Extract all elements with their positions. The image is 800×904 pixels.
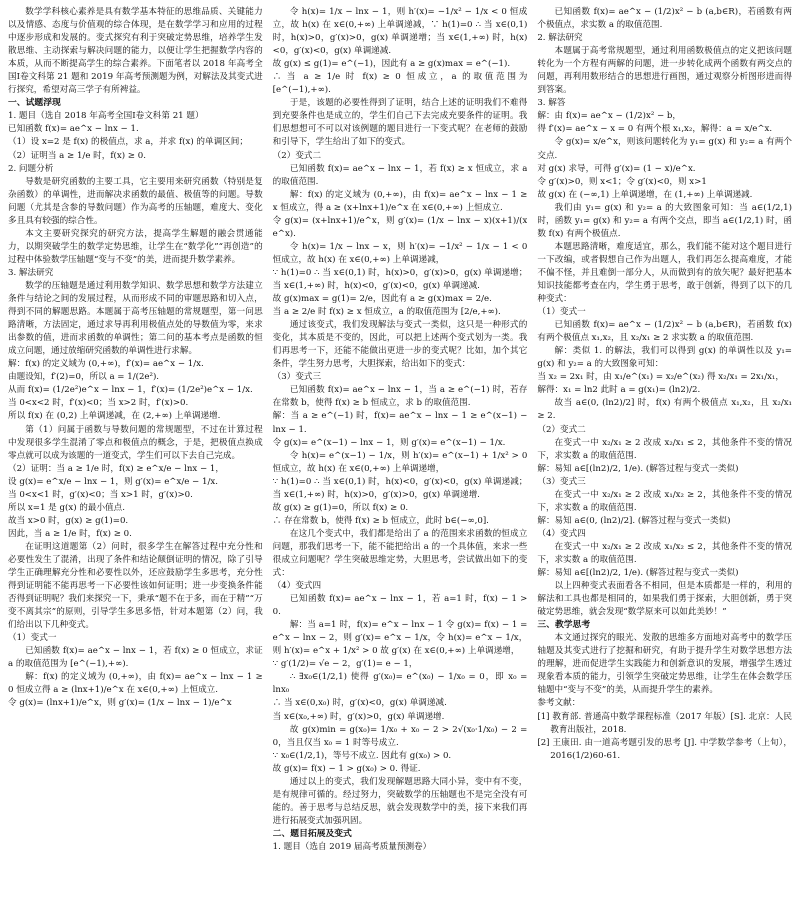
- paragraph: 在证明这道题第（2）问时，很多学生在解答过程中充分性和必要性发生了混淆，出现了条件和结论颠倒证明的情况，除了引导学生正确理解充分性和必要性以外，还应鼓励学生多思考，充分性得到证明能不能再思考一下必要性该如何证明；进一步变换条件能否得到证明呢？我们来探究一下，秉承“题不在于多，而在于精”“万变不离其宗”的原则，引导学生多思多悟，针对本题第（2）问，我们给出以下几种变式。: [8, 541, 263, 631]
- paragraph: 所以 x=1 是 g(x) 的最小值点.: [8, 502, 125, 513]
- paragraph: （3）变式三: [272, 372, 322, 383]
- paragraph: ∴ ∃x₀∈(1/2,1) 使得 g′(x₀)= e^(x₀) − 1/x₀ = 0，即 x₀ = lnx₀: [272, 672, 528, 696]
- paragraph: 令 g(x)= e^(x−1) − lnx − 1，则 g′(x)= e^(x−1) − 1/x.: [272, 437, 506, 448]
- paragraph: 已知函数 f(x)= ae^x − lnx − 1，若 a=1 时，f(x) − 1 > 0.: [272, 594, 528, 618]
- paragraph: 当 x₂ = 2x₁ 时，由 x₁/e^(x₁) = x₂/e^(x₂) 得 x₂/x₁ = 2x₁/x₁，: [537, 372, 784, 383]
- paragraph: ∵ h(1)=0 ∴ 当 x∈(0,1) 时，h(x)<0，g′(x)<0，g(x) 单调递减；当 x∈(1,+∞) 时，h(x)>0，g′(x)>0，g(x) 单调递增.: [272, 476, 528, 500]
- paragraph: 在这几个变式中，我们都是给出了 a 的范围来求函数的恒成立问题，那我们思考一下，能不能把给出 a 的一个具体值，来求一些很成立问题呢？学生突破思维定势，大胆思考，尝试做出如下的变式：: [272, 528, 528, 579]
- paragraph: 已知函数 f(x)= ae^x − lnx − 1，当 a ≥ e^(−1) 时，若存在常数 b，使得 f(x) ≥ b 恒成立，求 b 的取值范围.: [272, 385, 528, 409]
- paragraph: （1）设 x=2 是 f(x) 的极值点，求 a，并求 f(x) 的单调区间；: [8, 137, 248, 148]
- paragraph: 令 h(x)= 1/x − lnx − x，则 h′(x)= −1/x² − 1/x − 1 < 0 恒成立，故 h(x) 在 x∈(0,+∞) 上单调递减，: [272, 241, 528, 265]
- paragraph: 令 g(x)= (x+lnx+1)/e^x，则 g′(x)= (1/x − lnx − x)(x+1)/(x e^x).: [272, 215, 528, 239]
- paragraph: （3）变式三: [537, 476, 586, 487]
- paragraph: 2. 问题分析: [8, 163, 54, 174]
- paragraph: （4）变式四: [272, 581, 322, 592]
- paragraph: 解：f(x) 的定义域为 (0,+∞)，由 f(x)= ae^x − lnx − 1 ≥ x 恒成立，得 a ≥ (x+lnx+1)/e^x 在 x∈(0,+∞) 上恒成立.: [272, 189, 528, 213]
- paragraph: 解：易知 a∈(0, (ln2)/2]. (解答过程与变式一类似): [537, 515, 731, 526]
- paragraph: （2）变式二: [272, 150, 322, 161]
- paragraph: 令 g(x)= (lnx+1)/e^x，则 g′(x)= (1/x − lnx − 1)/e^x: [8, 698, 232, 709]
- paragraph: 解：f(x) 的定义域为 (0,+∞)，f′(x)= ae^x − 1/x.: [8, 359, 204, 370]
- paragraph: 故当 a∈(0, (ln2)/2] 时，f(x) 有两个极值点 x₁,x₂，且 x₂/x₁ ≥ 2.: [537, 398, 793, 422]
- paragraph: 已知函数 f(x)= ae^x − lnx − 1，若 f(x) ≥ x 恒成立，求 a 的取值范围.: [272, 163, 528, 187]
- paragraph: （2）变式二: [537, 424, 586, 435]
- paragraph: 得 f′(x)= ae^x − x = 0 有两个根 x₁,x₂，解得：a = x/e^x.: [537, 124, 773, 135]
- paragraph: 解：类似 1. 的解法，我们可以得到 g(x) 的单调性以及 y₁= g(x) 和 y₂= a 的大致图象可知：: [537, 346, 793, 370]
- paragraph: 已知函数 f(x)= ae^x − lnx − 1.: [8, 124, 139, 135]
- paragraph: 导数是研究函数的主要工具，它主要用来研究函数（特别是复杂函数）的单调性，进而解决求函数的最值、极值等的问题。导数问题（尤其是含参的导数问题）作为高考的压轴题，难度大、变化多且具有较强的综合性。: [8, 176, 263, 226]
- paragraph: （1）变式一: [8, 633, 57, 644]
- paragraph: 本题属于高考常规题型，通过利用函数极值点的定义把该问题转化为一个方程有两解的问题，进一步转化成两个函数有两交点的问题，再利用数形结合的思想进行画图，通过观察分析图形进而得到答案。: [537, 46, 793, 96]
- paragraph: 故 g(x)= f(x) − 1 > g(x₀) > 0. 得证.: [272, 763, 421, 774]
- section-heading: 三、教学思考: [537, 620, 591, 631]
- paragraph: 已知函数 f(x)= ae^x − (1/2)x² − b (a,b∈R)，若函数有两个极值点，求实数 a 的取值范围.: [537, 7, 793, 31]
- paragraph: 故 g(x)min = g(x₀)= 1/x₀ + x₀ − 2 > 2√(x₀·1/x₀) − 2 = 0，当且仅当 x₀ = 1 时等号成立.: [272, 724, 528, 748]
- reference-entry: [2] 王康田. 由一道高考题引发的思考 [J]. 中学数学参考（上旬），2016(1/2)60-61.: [537, 737, 793, 761]
- paragraph: （2）证明：当 a ≥ 1/e 时，f(x) ≥ e^x/e − lnx − 1，: [8, 463, 224, 474]
- paragraph: 数学学科核心素养是具有数学基本特征的思维品质、关键能力以及情感、态度与价值观的综合体现，是在数学学习和应用的过程中逐步形成和发展的。变式探究有利于突破定势思维，培养学生发散思维、主动探索与解决问题的能力，以便让学生把握数学内容的本质，从而不断提高学生的综合素养。下面笔者以 2018 年高考全国Ⅰ卷文科第 21 题和 2019 年高考预测题为例，对解法及其变式进行探究，希望对高三学子有所裨益。: [8, 7, 263, 96]
- paragraph: 本文通过探究的眼光、发散的思维多方面地对高考中的数学压轴题及其变式进行了挖掘和研究，有助于提升学生对数学思想方法的理解，进而促进学生实践能力和创新意识的发展，增强学生透过现象看本质的能力，引领学生突破定势思维，让学生在体会数学压轴题中“变与不变”的美，从而提升学生的素养。: [537, 633, 793, 696]
- paragraph: 由题设知，f′(2)=0，所以 a = 1/(2e²).: [8, 372, 160, 383]
- paragraph: 以上四种变式表面看各不相同，但是本质都是一样的，利用的解法和工具也都是相同的，如果我们勇于探索，大胆创新，勇于突破定势思维，就会发现“数学原来可以如此美妙！”: [537, 581, 793, 618]
- paragraph: 数学的压轴题是通过利用数学知识、数学思想和数学方法建立条件与结论之间的发展过程，从而形成不同的审题思路和切入点，得到不同的解题思路。本题属于高考压轴题的常规题型，第一问思路清晰，方法固定，通过求导再利用极值点处的导数值为零，来求出参数的值，进而求函数的单调性；第二问的基本考点是函数的恒成立问题，通过放缩研究函数的单调性进行求解。: [8, 280, 263, 357]
- paragraph: 当 x∈(x₀,+∞) 时，g′(x)>0，g(x) 单调递增.: [272, 711, 445, 722]
- paragraph: ∵ g′(1/2)= √e − 2，g′(1)= e − 1，: [272, 659, 418, 670]
- paragraph: 解：由 f(x)= ae^x − (1/2)x² − b，: [537, 111, 682, 122]
- three-column-body: [8, 6, 792, 904]
- paragraph: 故 g(x) 在 (−∞,1) 上单调递增，在 (1,+∞) 上单调递减.: [537, 189, 753, 200]
- paragraph: 故当 x>0 时，g(x) ≥ g(1)=0.: [8, 515, 129, 526]
- paragraph: 在变式一中 x₂/x₁ ≥ 2 改成 x₂/x₁ ≤ 2，其他条件不变的情况下，求实数 a 的取值范围.: [537, 437, 793, 461]
- reference-entry: [1] 教育部. 普通高中数学课程标准（2017 年版）[S]. 北京：人民教育出版社，2018.: [537, 711, 793, 735]
- paragraph: 当 0<x<2 时，f′(x)<0；当 x>2 时，f′(x)>0.: [8, 398, 189, 409]
- paragraph: （4）变式四: [537, 528, 586, 539]
- paragraph: 1. 题目（选自 2019 届高考质量预测卷）: [272, 842, 432, 852]
- paragraph: 因此，当 a ≥ 1/e 时，f(x) ≥ 0.: [8, 528, 132, 539]
- paragraph: 故 g(x) ≤ g(1)= e^(−1)，因此有 a ≥ g(x)max = e^(−1).: [272, 59, 511, 70]
- paragraph: （1）变式一: [537, 307, 586, 318]
- column-right: [537, 6, 792, 904]
- paragraph: 已知函数 f(x)= ae^x − (1/2)x² − b (a,b∈R)，若函数 f(x) 有两个极值点 x₁,x₂，且 x₂/x₁ ≥ 2 求实数 a 的取值范围.: [537, 320, 793, 344]
- paragraph: 令 g′(x)>0，则 x<1；令 g′(x)<0，则 x>1: [537, 176, 707, 187]
- paragraph: 已知函数 f(x)= ae^x − lnx − 1，若 f(x) ≥ 0 恒成立，求证 a 的取值范围为 [e^(−1),+∞).: [8, 646, 263, 670]
- paragraph: 令 g(x)= x/e^x，则该问题转化为 y₁= g(x) 和 y₂= a 有两个交点.: [537, 137, 793, 161]
- paragraph: ∴ 当 a ≥ 1/e 时 f(x) ≥ 0 恒成立，a 的取值范围为 [e^(−1),+∞).: [272, 72, 528, 96]
- paragraph: 本题思路清晰，难度适宜，那么，我们能不能对这个题目进行一下改编，或者假想自己作为出题人，我们再怎么提高难度，才能不偏不怪，并且难倒一部分人，从而做到有的放矢呢？最好把基本知识技能都考查在内，学生勇于思考，敢于创新，得到了以下的几种变式：: [537, 241, 793, 305]
- column-left: [8, 6, 263, 904]
- paragraph: ∵ x₀∈(1/2,1)，等号不成立. 因此有 g(x₀) > 0.: [272, 750, 452, 761]
- paragraph: 第（1）问属于函数与导数问题的常规题型，不过在计算过程中发现很多学生混淆了零点和极值点的概念，于是，把极值点换成零点就可以成为该题的一道变式，学生们可以下去自己完成。: [8, 424, 263, 461]
- paragraph: 解：易知 a∈[(ln2)/2, 1/e). (解答过程与变式一类似): [537, 568, 739, 579]
- paragraph: 我们由 y₁= g(x) 和 y₂= a 的大致图象可知：当 a∈(1/2,1) 时，函数 y₁= g(x) 和 y₂= a 有两个交点，即当 a∈(1/2,1) 时，函数 f(x) 有两个极值点.: [537, 202, 793, 239]
- paragraph: 于是，该题的必要性得到了证明，结合上述的证明我们不难得到充要条件也是成立的，学生们自己下去完成充要条件的证明。我们思想想可不可以对该例题的题目进行一下变式呢？在老师的鼓励和引导下，学生给出了如下的变式。: [272, 98, 528, 148]
- paragraph: 当 a ≥ 2/e 时 f(x) ≥ x 恒成立，a 的取值范围为 [2/e,+∞).: [272, 307, 501, 318]
- paragraph: 3. 解法研究: [8, 267, 54, 278]
- paragraph: 本文主要研究探究的研究方法，提高学生解题的融会贯通能力，以期突破学生的数学定势思维，让学生在“数学化”“再创造”的过程中体验数学压轴题“变与不变”的美，进而提升数学素养。: [8, 228, 263, 265]
- paragraph: 3. 解答: [537, 98, 566, 109]
- paragraph: ∴ 当 x∈(0,x₀) 时，g′(x)<0，g(x) 单调递减.: [272, 698, 447, 709]
- column-middle: [273, 6, 528, 904]
- paragraph: 令 h(x)= 1/x − lnx − 1，则 h′(x)= −1/x² − 1/x < 0 恒成立，故 h(x) 在 x∈(0,+∞) 上单调递减，∵ h(1)=0 ∴ 当 x∈(0,1) 时，h(x)>0，g′(x)>0，g(x) 单调递增；当 x∈(1,+∞) 时，h(x)<0，g′(x)<0，g(x) 单调递减.: [272, 7, 528, 57]
- paragraph: 解：易知 a∈[(ln2)/2, 1/e). (解答过程与变式一类似): [537, 463, 739, 474]
- paragraph: 在变式一中 x₂/x₁ ≥ 2 改成 x₁/x₂ ≤ 2，其他条件不变的情况下，求实数 a 的取值范围.: [537, 541, 793, 565]
- paragraph: 故 g(x)max = g(1)= 2/e，因此有 a ≥ g(x)max = 2/e.: [272, 294, 492, 305]
- paragraph: 解得：x₁ = ln2 此时 a = g(x₁)= (ln2)/2.: [537, 385, 701, 396]
- paragraph: 当 0<x<1 时，g′(x)<0；当 x>1 时，g′(x)>0.: [8, 489, 193, 500]
- paragraph: 对 g(x) 求导，可得 g′(x)= (1 − x)/e^x.: [537, 163, 696, 174]
- paragraph: 解：当 a=1 时，f(x)= e^x − lnx − 1 令 g(x)= f(x) − 1 = e^x − lnx − 2，则 g′(x)= e^x − 1/x，令 h(x)= e^x − 1/x，则 h′(x)= e^x + 1/x² > 0 故 g′(x) 在 x∈(0,+∞) 上单调递增，: [272, 620, 528, 657]
- paragraph: 令 h(x)= e^(x−1) − 1/x，则 h′(x)= e^(x−1) + 1/x² > 0 恒成立，故 h(x) 在 x∈(0,+∞) 上单调递增，: [272, 450, 528, 474]
- paragraph: 通过该变式，我们发现解法与变式一类似，这只是一种形式的变化，其本质是不变的，因此，可以把上述两个变式划为一类。我们再思考一下，还能不能做出更进一步的变式呢？比如，加个其它条件，学生努力思考，大胆探索，给出如下的变式：: [272, 320, 528, 370]
- paragraph: 解：当 a ≥ e^(−1) 时，f(x)= ae^x − lnx − 1 ≥ e^(x−1) − lnx − 1.: [272, 411, 528, 435]
- paragraph: 在变式一中 x₂/x₁ ≥ 2 改成 x₁/x₂ ≥ 2，其他条件不变的情况下，求实数 a 的取值范围.: [537, 489, 793, 513]
- paragraph: 2. 解法研究: [537, 33, 583, 44]
- paragraph: 从而 f(x)= (1/2e²)e^x − lnx − 1，f′(x)= (1/2e²)e^x − 1/x.: [8, 385, 253, 396]
- section-heading: 一、试题浮现: [8, 98, 61, 109]
- paragraph: 解：f(x) 的定义域为 (0,+∞)，由 f(x)= ae^x − lnx − 1 ≥ 0 恒成立得 a ≥ (lnx+1)/e^x 在 x∈(0,+∞) 上恒成立.: [8, 672, 263, 696]
- paragraph: 1. 题目（选自 2018 年高考全国Ⅰ卷文科第 21 题）: [8, 111, 204, 122]
- paragraph: 参考文献：: [537, 698, 581, 709]
- paragraph: ∴ 存在常数 b，使得 f(x) ≥ b 恒成立，此时 b∈(−∞,0].: [272, 515, 489, 526]
- paragraph: 故 g(x) ≥ g(1)=0，所以 f(x) ≥ 0.: [272, 502, 409, 513]
- paragraph: （2）证明当 a ≥ 1/e 时，f(x) ≥ 0.: [8, 150, 146, 161]
- paragraph: ∵ h(1)=0 ∴ 当 x∈(0,1) 时，h(x)>0，g′(x)>0，g(x) 单调递增；当 x∈(1,+∞) 时，h(x)<0，g′(x)<0，g(x) 单调递减.: [272, 267, 528, 291]
- paragraph: 通过以上的变式，我们发现解题思路大同小异，变中有不变，是有规律可循的。经过努力，突破数学的压轴题也不是完全没有可能的。善于思考与总结反思，就会发现数学中的美，接下来我们再进行拓展变式加强巩固。: [272, 776, 528, 826]
- paragraph: 所以 f(x) 在 (0,2) 上单调递减，在 (2,+∞) 上单调递增.: [8, 411, 221, 422]
- section-heading: 二、题目拓展及变式: [272, 828, 352, 839]
- paragraph: 设 g(x)= e^x/e − lnx − 1，则 g′(x)= e^x/e − 1/x.: [8, 476, 218, 487]
